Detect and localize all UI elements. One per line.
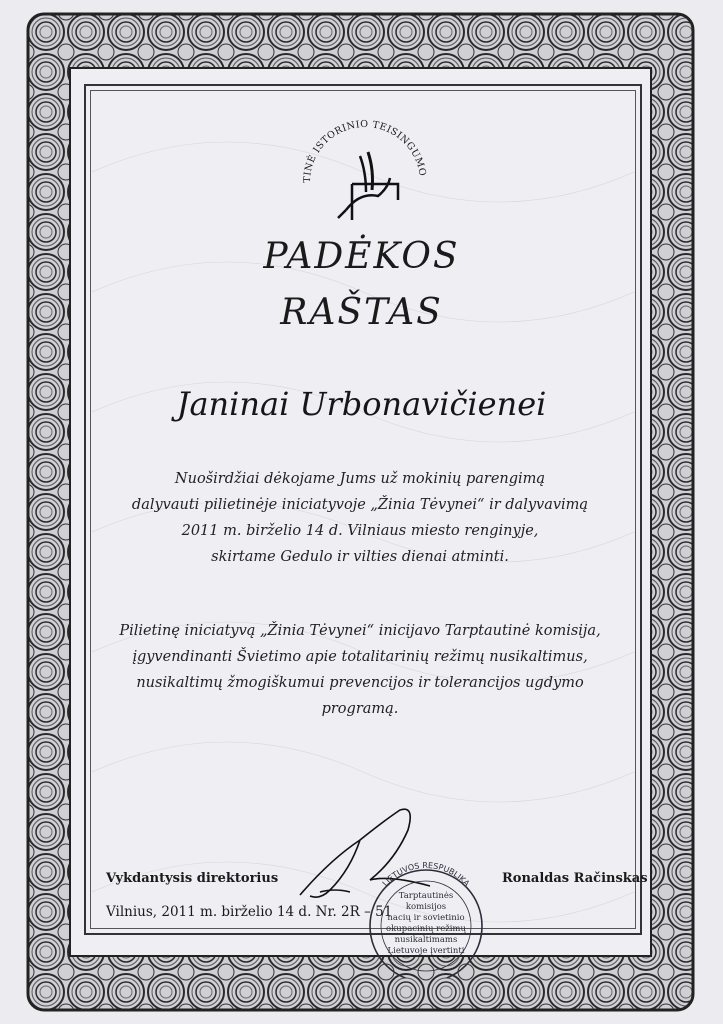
recipient-name: Janinai Urbonavičienei [176,385,547,423]
stamp-line: Lietuvoje įvertinti [387,946,465,956]
svg-text:TARPTAUTINĖ ISTORINIO TEISINGU [290,92,428,183]
bird-emblem [338,152,398,220]
initiative-paragraph [100,618,620,722]
thanks-line: 2011 m. birželio 14 d. Vilniaus miesto renginyje, [181,523,539,539]
date-and-number: Vilnius, 2011 m. birželio 14 d. Nr. 2R – 51 [106,904,393,920]
official-stamp [356,858,496,978]
svg-text:LIETUVOS RESPUBLIKA [381,861,472,889]
stamp-line: nacių ir sovietinio [387,913,465,923]
stamp-line: komisijos [405,902,447,912]
commission-name-arc: TINĖ ISTORINIO TEISINGUMO [301,118,428,184]
certificate-title-line1: PADĖKOS [263,236,460,277]
signer-name: Ronaldas Račinskas [502,871,648,886]
thanks-paragraph [100,466,620,570]
thanks-line: skirtame Gedulo ir vilties dienai atminti. [211,549,509,565]
thanks-line: Nuoširdžiai dėkojame Jums už mokinių parengimą [174,471,546,487]
initiative-line: nusikaltimų žmogiškumui prevencijos ir tolerancijos ugdymo programą. [136,675,584,717]
commission-logo [290,92,440,222]
stamp-line: okupacinių režimų [386,924,466,934]
signer-title: Vykdantysis direktorius [106,871,279,886]
stamp-line: nusikaltimams [394,935,458,945]
stamp-arc-text: LIETUVOS RESPUBLIKA [380,860,472,889]
stamp-line: Tarptautinės [398,891,454,901]
initiative-line: įgyvendinanti Švietimo apie totalitarinių režimų nusikaltimus, [132,649,588,665]
thanks-line: dalyvauti pilietinėje iniciatyvoje „Žinia Tėvynei“ ir dalyvavimą [131,497,589,513]
initiative-line: Pilietinę iniciatyvą „Žinia Tėvynei“ inicijavo Tarptautinė komisija, [119,623,601,639]
certificate-title-line2: RAŠTAS [280,292,443,333]
